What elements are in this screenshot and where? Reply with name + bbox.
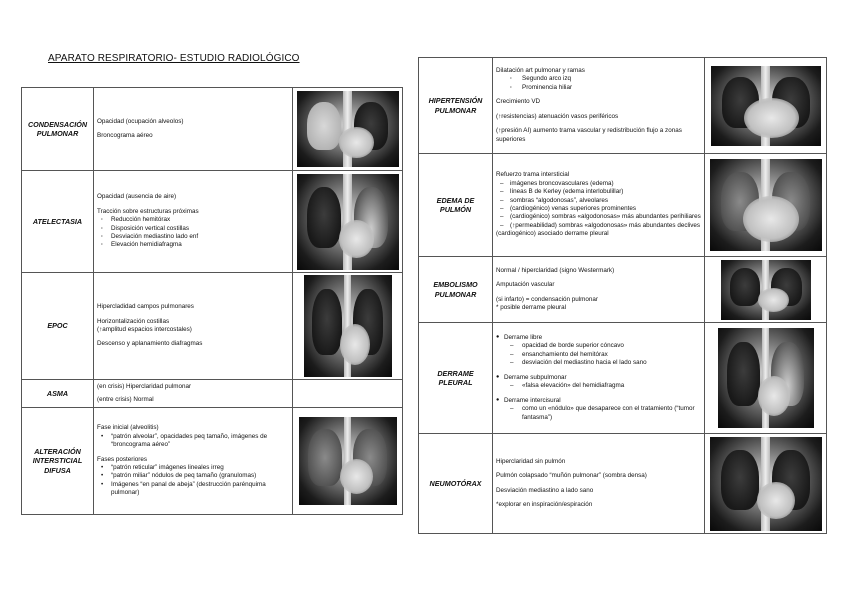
list-item: · Desviación mediastino lado enf xyxy=(97,233,289,241)
list-item: – (cardiogénico) venas superiores prominentes xyxy=(496,205,701,213)
text-line: (cardiogénico) asociado derrame pleural xyxy=(496,230,609,238)
text-line: Broncograma aéreo xyxy=(97,132,153,139)
list-item: – sombras “algodonosas”, alveolares xyxy=(496,197,701,205)
text-line: *explorar en inspiración/espiración xyxy=(496,500,593,508)
left-table xyxy=(21,87,403,515)
row-description xyxy=(94,88,293,171)
text-line: (en crisis) Hiperclaridad pulmonar xyxy=(97,383,192,391)
text-line: Refuerzo trama intersticial xyxy=(496,171,570,179)
text-line: Hipercladidad campos pulmonares xyxy=(97,303,194,311)
row-name: ATELECTASIA xyxy=(22,171,94,273)
row-description xyxy=(94,380,293,408)
list-item: – opacidad de borde superior cóncavo xyxy=(496,342,701,350)
table-row xyxy=(419,154,827,257)
chest-xray-image xyxy=(718,328,814,428)
list-item: – como un «nódulo» que desaparece con el tratamiento (“tumor fantasma”) xyxy=(496,405,701,422)
text-line: Opacidad (ocupación alveolos) xyxy=(97,117,184,125)
row-name: HIPERTENSIÓN PULMONAR xyxy=(419,58,493,154)
table-row xyxy=(22,273,403,380)
text-line: (↑resistencias) atenuación vasos periféricos xyxy=(496,112,619,120)
row-name: ASMA xyxy=(22,380,94,408)
text-line: Opacidad (ausencia de aire) xyxy=(97,193,177,201)
list-item: · Disposición vertical costillas xyxy=(97,225,289,233)
chest-xray-image xyxy=(721,260,811,320)
list-item: • “patrón miliar” nódulos de peq tamaño (granulomas) xyxy=(97,472,289,480)
row-name: NEUMOTÓRAX xyxy=(419,434,493,534)
page-title: APARATO RESPIRATORIO- ESTUDIO RADIOLÓGICO xyxy=(48,53,300,64)
list-item: – (cardiogénico) sombras «algodonosas» más abundantes perihiliares xyxy=(496,213,701,221)
text-line: Amputación vascular xyxy=(496,281,555,289)
row-description xyxy=(493,434,705,534)
row-name: EDEMA DE PULMÓN xyxy=(419,154,493,257)
text-line: Dilatación art pulmonar y ramas xyxy=(496,66,585,74)
text-line: ● Derrame libre xyxy=(496,334,701,342)
row-name: CONDENSACIÓN PULMONAR xyxy=(22,88,94,171)
chest-xray-image xyxy=(711,66,821,146)
text-line: Fase inicial (alveolitis) xyxy=(97,424,159,432)
text-line: (↑presión AI) aumento trama vascular y redistribución flujo a zonas superiores xyxy=(496,127,682,143)
row-name: ALTERACIÓN INTERSTICIAL DIFUSA xyxy=(22,408,94,515)
table-row xyxy=(419,434,827,534)
list-item: – ensanchamiento del hemitórax xyxy=(496,351,701,359)
text-line: (si infarto) = condensación pulmonar xyxy=(496,295,599,303)
table-row xyxy=(22,88,403,171)
row-description xyxy=(493,58,705,154)
table-row xyxy=(419,58,827,154)
row-description xyxy=(94,408,293,515)
list-item: • “patrón alveolar”, opacidades peq tamaño, imágenes de “broncograma aéreo” xyxy=(97,433,289,450)
row-name: DERRAME PLEURAL xyxy=(419,323,493,434)
list-item: – (↑permeabilidad) sombras «algodonosas» más abundantes declives xyxy=(496,222,701,230)
row-description xyxy=(94,273,293,380)
table-row xyxy=(22,408,403,515)
chest-xray-image xyxy=(304,275,392,377)
text-line: (↑amplitud espacios intercostales) xyxy=(97,326,192,333)
list-item: • “patrón reticular” imágenes lineales irreg xyxy=(97,464,289,472)
text-line: Pulmón colapsado “muñón pulmonar” (sombra densa) xyxy=(496,472,647,480)
chest-xray-image xyxy=(297,91,399,167)
table-row xyxy=(419,323,827,434)
table-row xyxy=(22,171,403,273)
row-name: EMBOLISMO PULMONAR xyxy=(419,257,493,323)
list-item: – imágenes broncovasculares (edema) xyxy=(496,180,701,188)
right-table xyxy=(418,57,827,534)
table-row xyxy=(22,380,403,408)
text-line: Hiperclaridad sin pulmón xyxy=(496,457,566,465)
list-item: · Reducción hemitórax xyxy=(97,216,289,224)
text-line: Normal / hiperclaridad (signo Westermark) xyxy=(496,266,615,274)
row-description xyxy=(493,257,705,323)
list-item: – «falsa elevación» del hemidiafragma xyxy=(496,382,701,390)
row-description xyxy=(94,171,293,273)
chest-xray-image xyxy=(299,417,397,505)
text-line: Tracción sobre estructuras próximas xyxy=(97,207,199,215)
chest-xray-image xyxy=(297,174,399,270)
text-line: Horizontalización costillas xyxy=(97,317,170,325)
chest-xray-image xyxy=(710,159,822,251)
text-line: Descenso y aplanamiento diafragmas xyxy=(97,340,203,348)
text-line: Fases posteriores xyxy=(97,455,148,463)
row-name: EPOC xyxy=(22,273,94,380)
table-row xyxy=(419,257,827,323)
list-item: · Elevación hemidiafragma xyxy=(97,241,289,249)
list-item: · Prominencia hiliar xyxy=(496,84,701,92)
list-item: – líneas B de Kerley (edema interlobulillar) xyxy=(496,188,701,196)
row-description xyxy=(493,154,705,257)
text-line: ● Derrame intercisural xyxy=(496,397,701,405)
text-line: * posible derrame pleural xyxy=(496,303,567,311)
text-line: Desviación mediastino a lado sano xyxy=(496,486,594,494)
list-item: · Segundo arco izq xyxy=(496,75,701,83)
chest-xray-image xyxy=(710,437,822,531)
list-item: • Imágenes “en panal de abeja” (destrucción parénquima pulmonar) xyxy=(97,481,289,498)
text-line: ● Derrame subpulmonar xyxy=(496,374,701,382)
row-description xyxy=(493,323,705,434)
text-line: (entre crisis) Normal xyxy=(97,395,154,403)
text-line: Crecimiento VD xyxy=(496,98,541,106)
list-item: – desviación del mediastino hacia el lado sano xyxy=(496,359,701,367)
